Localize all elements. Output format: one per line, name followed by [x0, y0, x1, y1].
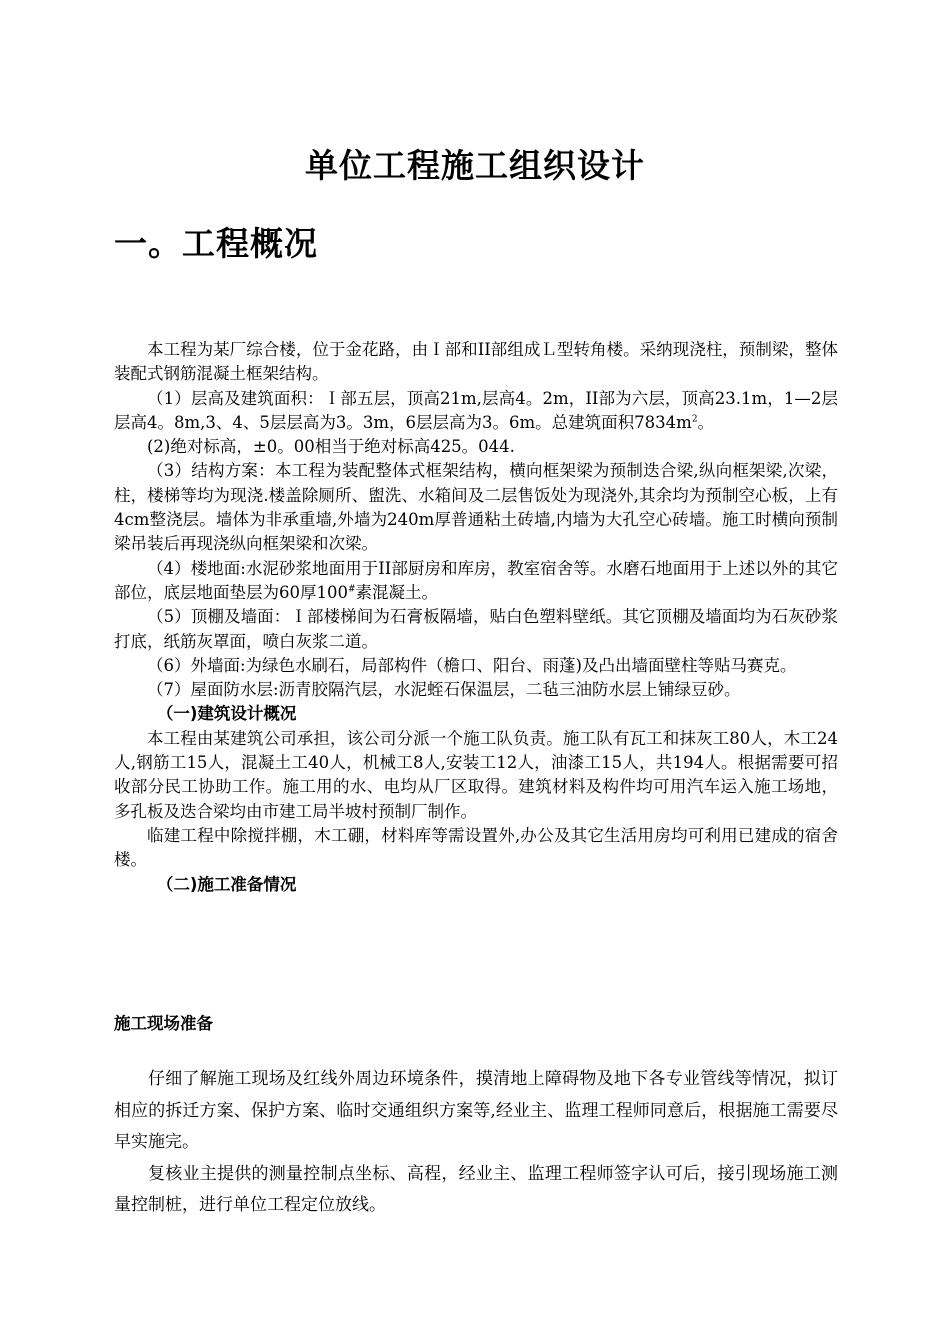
site-preparation-body	[114, 1064, 838, 1222]
document-title: 单位工程施工组织设计	[305, 146, 645, 185]
section-heading-overview: 一。工程概况	[114, 224, 318, 263]
paragraph: 本工程由某建筑公司承担，该公司分派一个施工队负责。施工队有瓦工和抹灰工80人，木工24人,钢筋工15人，混凝土工40人，机械工8人,安装工12人，油漆工15人，共194人。根据需要可招收部分民工协助工作。施工用的水、电均从厂区取得。建筑材料及构件均可用汽车运入施工场地，多孔板及迭合梁均由市建工局半坡村预制厂制作。	[114, 728, 838, 821]
paragraph: （1）层高及建筑面积：Ｉ部五层，顶高21m,层高4。2m，II部为六层，顶高23.1m，1—2层层高4。8m,3、4、5层层高为3。3m，6层层高为3。6m。总建筑面积$7834m^2$。	[114, 388, 838, 432]
site-preparation-heading: 施工现场准备	[114, 1014, 213, 1033]
paragraph: 仔细了解施工现场及红线外周边环境条件，摸清地上障碍物及地下各专业管线等情况，拟订相应的拆迁方案、保护方案、临时交通组织方案等,经业主、监理工程师同意后，根据施工需要尽早实施完。	[114, 1069, 838, 1152]
paragraph: （4）楼地面:水泥砂浆地面用于II部厨房和库房，教室宿舍等。水磨石地面用于上述以外的其它部位，底层地面垫层为60厚100#素混凝土。	[114, 558, 838, 602]
paragraph: 临建工程中除搅拌棚，木工硼，材料库等需设置外,办公及其它生活用房均可利用已建成的宿舍楼。	[114, 825, 838, 870]
subsection-heading-design: （一)建筑设计概况	[156, 704, 297, 724]
overview-body	[114, 338, 838, 897]
paragraph: （5）顶棚及墙面：Ｉ部楼梯间为石膏板隔墙，贴白色塑料壁纸。其它顶棚及墙面均为石灰砂浆打底，纸筋灰罩面，喷白灰浆二道。	[114, 607, 838, 651]
paragraph: 复核业主提供的测量控制点坐标、高程，经业主、监理工程师签字认可后，接引现场施工测量控制桩，进行单位工程定位放线。	[114, 1163, 838, 1215]
paragraph: （3）结构方案：本工程为装配整体式框架结构，横向框架梁为预制迭合梁,纵向框架梁,次梁，柱，楼梯等均为现浇.楼盖除厕所、盥洗、水箱间及二层售饭处为现浇外,其余均为预制空心板，上有4cm整浇层。墙体为非承重墙,外墙为240m厚普通粘土砖墙,内墙为大孔空心砖墙。施工时横向预制梁吊装后再现浇纵向框架梁和次梁。	[114, 461, 838, 554]
paragraph: 本工程为某厂综合楼，位于金花路，由Ｉ部和II部组成Ｌ型转角楼。采纳现浇柱，预制梁，整体装配式钢筋混凝土框架结构。	[114, 340, 838, 384]
paragraph: （7）屋面防水层:沥青胶隔汽层，水泥蛭石保温层，二毡三油防水层上铺绿豆砂。	[147, 680, 741, 700]
paragraph: （6）外墙面:为绿色水刷石，局部构件（檐口、阳台、雨蓬)及凸出墙面壁柱等贴马赛克。	[147, 655, 797, 675]
paragraph: (2)绝对标高，±0。00相当于绝对标高425。044.	[147, 437, 515, 457]
subsection-heading-preparation: （二)施工准备情况	[156, 874, 297, 894]
